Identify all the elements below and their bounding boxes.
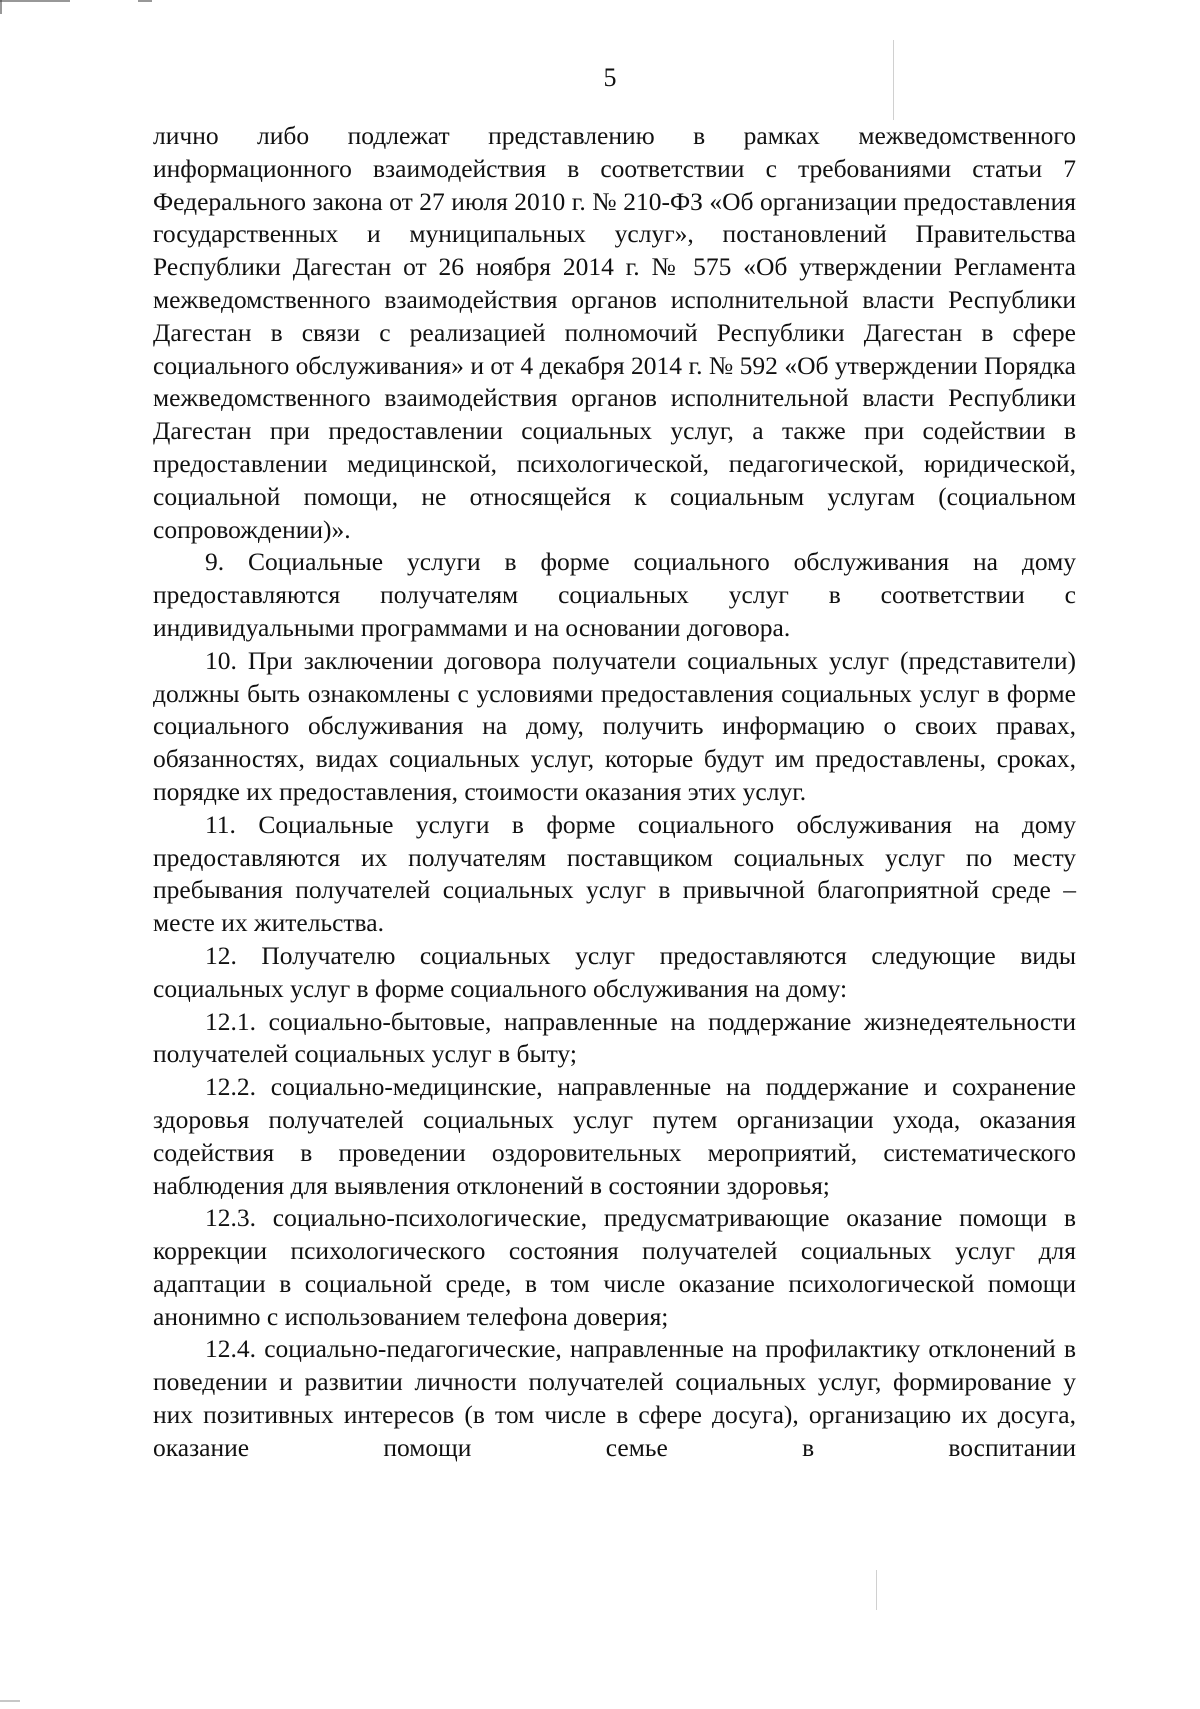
paragraph-12-2: 12.2. социально-медицинские, направленные на поддержание и сохранение здоровья получателей социальных услуг путем организации ухода, оказания содействия в проведении оздоровительных мероприятий, систематического наблюдения для выявления отклонений в состоянии здоровья; bbox=[153, 1072, 1076, 1200]
paragraph-10: 10. При заключении договора получатели социальных услуг (представители) должны быть ознакомлены с условиями предоставления социальных услуг в форме социального обслуживания на дому, получить информацию о своих правах, обязанностях, видах социальных услуг, которые будут им предоставлены, сроках, порядке их предоставления, стоимости оказания этих услуг. bbox=[153, 645, 1076, 806]
paragraph-12-3: 12.3. социально-психологические, предусматривающие оказание помощи в коррекции психологического состояния получателей социальных услуг для адаптации в социальной среде, в том числе оказание психологической помощи анонимно с использованием телефона доверия; bbox=[153, 1203, 1076, 1331]
scan-edge-mark bbox=[0, 1700, 20, 1702]
paragraph-12-4: 12.4. социально-педагогические, направленные на профилактику отклонений в поведении и развитии личности получателей социальных услуг, формирование у них позитивных интересов (в том числе в сфере досуга), организацию их досуга, оказание помощи семье в воспитании bbox=[153, 1334, 1076, 1462]
page-number: 5 bbox=[603, 63, 617, 92]
scan-edge-mark bbox=[0, 0, 2, 14]
scan-edge-mark bbox=[138, 0, 152, 2]
scan-fold-line bbox=[876, 1570, 877, 1610]
paragraph-12-1: 12.1. социально-бытовые, направленные на поддержание жизнедеятельности получателей социальных услуг в быту; bbox=[153, 1006, 1076, 1069]
scan-edge-mark bbox=[0, 0, 70, 2]
paragraph-11: 11. Социальные услуги в форме социального обслуживания на дому предоставляются их получателям поставщиком социальных услуг по месту пребывания получателей социальных услуг в привычной благоприятной среде – месте их жительства. bbox=[153, 809, 1076, 938]
document-body bbox=[153, 120, 1076, 1465]
paragraph-12: 12. Получателю социальных услуг предоставляются следующие виды социальных услуг в форме социального обслуживания на дому: bbox=[153, 940, 1076, 1003]
paragraph-continuation: лично либо подлежат представлению в рамках межведомственного информационного взаимодействия в соответствии с требованиями статьи 7 Федерального закона от 27 июля 2010 г. № 210-ФЗ «Об организации предоставления государственных и муниципальных услуг», постановлений Правительства Республики Дагестан от 26 ноября 2014 г. № 575 «Об утверждении Регламента межведомственного взаимодействия органов исполнительной власти Республики Дагестан в связи с реализацией полномочий Республики Дагестан в сфере социального обслуживания» и от 4 декабря 2014 г. № 592 «Об утверждении Порядка межведомственного взаимодействия органов исполнительной власти Республики Дагестан при предоставлении социальных услуг, а также при содействии в предоставлении медицинской, психологической, педагогической, юридической, социальной помощи, не относящейся к социальным услугам (социальном сопровождении)». bbox=[153, 121, 1076, 544]
paragraph-9: 9. Социальные услуги в форме социального обслуживания на дому предоставляются получателям социальных услуг в соответствии с индивидуальными программами и на основании договора. bbox=[153, 547, 1076, 642]
